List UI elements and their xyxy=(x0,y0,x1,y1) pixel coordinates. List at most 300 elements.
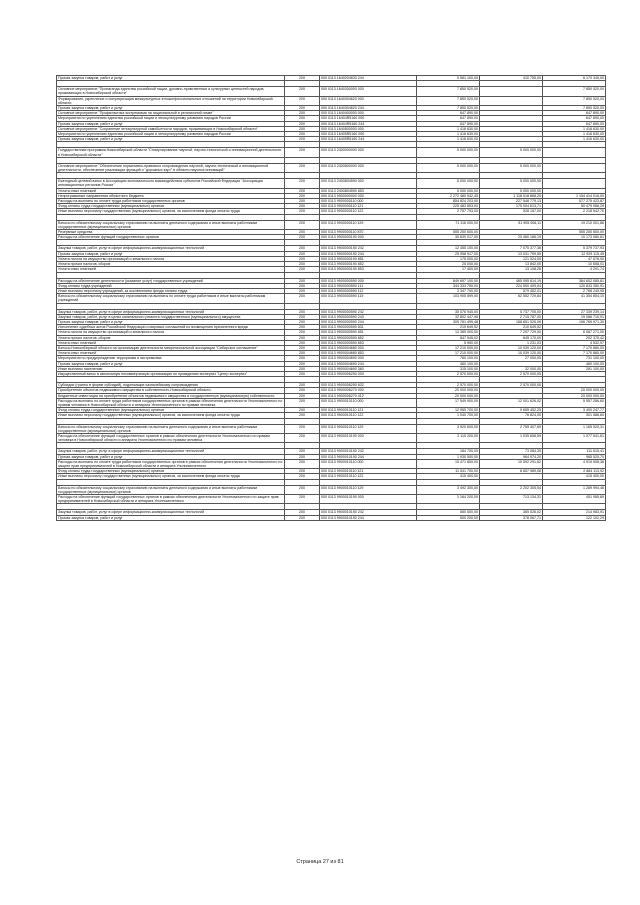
expense-name-cell: Иные выплаты населению xyxy=(57,366,285,371)
department-code-cell: 200 xyxy=(285,193,320,198)
classification-code-cell: 000 0113 9900000590 852 xyxy=(320,335,417,340)
remaining-amount-cell: 6 087 271,00 xyxy=(543,330,606,335)
classification-code-cell: 000 0113 9900000190 851 xyxy=(320,256,417,261)
executed-amount-cell: 1 118 018 868,25 xyxy=(480,193,543,198)
table-row xyxy=(57,87,606,96)
department-code-cell: 200 xyxy=(285,495,320,504)
remaining-amount-cell: 7 850 520,00 xyxy=(543,96,606,105)
remaining-amount-cell: 122 102,29 xyxy=(543,515,606,520)
expense-name-cell: Мероприятия по предупреждению терроризма и экстремизма xyxy=(57,356,285,361)
remaining-amount-cell: 7 170 880,00 xyxy=(543,345,606,350)
approved-amount-cell: 847 545,02 xyxy=(417,335,480,340)
expense-name-cell: Взносы по обязательному социальному страхованию на выплаты денежного содержания и иные выплаты работникам государственных (муниципальных) органов xyxy=(57,485,285,494)
expense-name-cell: Мероприятия по укреплению единства российской нации и этнокультурному развитию народов России xyxy=(57,132,285,137)
classification-code-cell: 000 0113 9900004690 244 xyxy=(320,361,417,366)
remaining-amount-cell: 281 100,00 xyxy=(543,366,606,371)
approved-amount-cell: 460 100,00 xyxy=(417,361,480,366)
approved-amount-cell: 647 890,00 xyxy=(417,116,480,121)
approved-amount-cell: 500 200,00 xyxy=(417,515,480,520)
department-code-cell: 200 xyxy=(285,188,320,193)
remaining-amount-cell: 7 170 880,00 xyxy=(543,351,606,356)
approved-amount-cell: 32 802 447,98 xyxy=(417,314,480,319)
expense-name-cell: Прочая закупка товаров, работ и услуг xyxy=(57,106,285,111)
remaining-amount-cell: 577 275 423,87 xyxy=(543,199,606,204)
executed-amount-cell: 20 460 166,19 xyxy=(480,235,543,240)
classification-code-cell: 000 0113 9900010110 129 xyxy=(320,424,417,433)
remaining-amount-cell: 20 000 000,00 xyxy=(543,388,606,393)
expense-name-cell: Прочая закупка товаров, работ и услуг xyxy=(57,515,285,520)
expense-name-cell: Закупка товаров, работ, услуг в целях капитального ремонта государственного (муниципального) имущества xyxy=(57,314,285,319)
classification-code-cell: 000 0113 9900006290 632 xyxy=(320,383,417,388)
classification-code-cell: 000 0113 9900000000 000 xyxy=(320,193,417,198)
expense-name-cell: Расходы на обеспечение функций государственных органов xyxy=(57,235,285,240)
approved-amount-cell: 5 000 000,00 xyxy=(417,163,480,172)
executed-amount-cell: 73 084,39 xyxy=(480,449,543,454)
executed-amount-cell: 5 000 000,00 xyxy=(480,179,543,188)
classification-code-cell: 000 0113 9900004680 000 xyxy=(320,345,417,350)
executed-amount-cell: 378 067,71 xyxy=(480,515,543,520)
approved-amount-cell: 1 416 630,00 xyxy=(417,126,480,131)
classification-code-cell: 000 0113 9900000190 000 xyxy=(320,235,417,240)
department-code-cell: 200 xyxy=(285,283,320,288)
table-row xyxy=(57,383,606,388)
approved-amount-cell: 71 116 000,00 xyxy=(417,220,480,229)
department-code-cell: 200 xyxy=(285,361,320,366)
classification-code-cell: 000 0113 9900010110 129 xyxy=(320,485,417,494)
department-code-cell: 200 xyxy=(285,137,320,142)
expense-name-cell: Расходы на обеспечение функций государственных органов в рамках обеспечения деятельности Уполномоченного по защите прав предпринимателей в Новосибирской области и аппарата Уполномоченного xyxy=(57,495,285,504)
expense-name-cell: Фонд оплаты труда государственных (муниципальных) органов xyxy=(57,469,285,474)
remaining-amount-cell: 202 375,42 xyxy=(543,335,606,340)
classification-code-cell: 000 0113 16405R5160 244 xyxy=(320,137,417,142)
expense-name-cell: Взносы по обязательному социальному страхованию на выплаты денежного содержания и иные выплаты работникам государственных (муниципальных) органов xyxy=(57,220,285,229)
department-code-cell: 200 xyxy=(285,424,320,433)
classification-code-cell: 000 0113 16404R5160 244 xyxy=(320,121,417,126)
remaining-amount-cell: 27 339 239,14 xyxy=(543,309,606,314)
classification-code-cell: 000 0113 9900000590 851 xyxy=(320,330,417,335)
executed-amount-cell: 227 548 779,13 xyxy=(480,199,543,204)
approved-amount-cell: 1 164 200,00 xyxy=(417,495,480,504)
executed-amount-cell: 168 651 526,06 xyxy=(480,319,543,324)
table-row xyxy=(57,179,606,188)
expense-name-cell: Фонд оплаты труда государственных (муниципальных) органов xyxy=(57,408,285,413)
executed-amount-cell: 224 500 409,04 xyxy=(480,283,543,288)
executed-amount-cell: 2 715 787,00 xyxy=(480,314,543,319)
approved-amount-cell: 305 781 495,48 xyxy=(417,319,480,324)
classification-code-cell: 000 0113 16405R5160 000 xyxy=(320,132,417,137)
department-code-cell: 200 xyxy=(285,267,320,272)
department-code-cell: 200 xyxy=(285,209,320,214)
approved-amount-cell: 11 541 700,00 xyxy=(417,469,480,474)
department-code-cell: 200 xyxy=(285,179,320,188)
budget-sheet xyxy=(56,75,604,521)
classification-code-cell: 000 0113 9900000590 111 xyxy=(320,283,417,288)
executed-amount-cell: 27 000,00 xyxy=(480,356,543,361)
department-code-cell: 200 xyxy=(285,246,320,251)
remaining-amount-cell: 647 890,00 xyxy=(543,111,606,116)
classification-code-cell: 000 0113 9900006270 412 xyxy=(320,393,417,398)
table-row xyxy=(57,485,606,494)
expense-name-cell: Резервные средства xyxy=(57,230,285,235)
approved-amount-cell: 5 950,00 xyxy=(417,340,480,345)
remaining-amount-cell: 120 833 350,91 xyxy=(543,283,606,288)
classification-code-cell: 000 0113 9900000190 244 xyxy=(320,251,417,256)
department-code-cell: 200 xyxy=(285,235,320,240)
classification-code-cell: 000 0113 9900010110 122 xyxy=(320,474,417,479)
department-code-cell: 200 xyxy=(285,515,320,520)
remaining-amount-cell: 1 165 520,31 xyxy=(543,424,606,433)
remaining-amount-cell: 1 289 994,46 xyxy=(543,485,606,494)
approved-amount-cell: 12 955 700,00 xyxy=(417,408,480,413)
department-code-cell: 200 xyxy=(285,474,320,479)
remaining-amount-cell: 384 602 085,81 xyxy=(543,278,606,283)
approved-amount-cell: 647 890,00 xyxy=(417,121,480,126)
department-code-cell: 200 xyxy=(285,459,320,468)
classification-code-cell: 000 0113 16404R5160 000 xyxy=(320,116,417,121)
executed-amount-cell: 2 570 000,00 xyxy=(480,383,543,388)
remaining-amount-cell xyxy=(543,179,606,188)
table-row xyxy=(57,294,606,303)
approved-amount-cell: 760 100,00 xyxy=(417,356,480,361)
expense-name-cell: Уплата иных платежей xyxy=(57,351,285,356)
executed-amount-cell: 579 452,01 xyxy=(480,288,543,293)
expense-name-cell: Взносы Новосибирской области на организацию деятельности межрегиональной ассоциации "Сибирское соглашение" xyxy=(57,345,285,350)
remaining-amount-cell: 1 154 414 016,00 xyxy=(543,193,606,198)
table-row xyxy=(57,235,606,240)
approved-amount-cell: 315 100,00 xyxy=(417,366,480,371)
approved-amount-cell: 12 455 100,00 xyxy=(417,246,480,251)
classification-code-cell: 000 0113 2400000000 000 xyxy=(320,148,417,157)
executed-amount-cell: 7 075 377,36 xyxy=(480,246,543,251)
approved-amount-cell: 5 000 000,00 xyxy=(417,188,480,193)
remaining-amount-cell: 4 919 508,38 xyxy=(543,459,606,468)
table-row xyxy=(57,278,606,283)
expense-name-cell: Уплата иных платежей xyxy=(57,340,285,345)
department-code-cell: 200 xyxy=(285,106,320,111)
expense-name-cell: Основное мероприятие "Сохранение этнокультурной самобытности народов, проживающих в Новосибирской области" xyxy=(57,126,285,131)
department-code-cell: 200 xyxy=(285,126,320,131)
expense-name-cell: Основное мероприятие "Пропаганда единства российской нации, духовно-нравственных и культурных ценностей народов, проживающих в Новосибирской области" xyxy=(57,87,285,96)
classification-code-cell: 000 0113 9900010110 000 xyxy=(320,459,417,468)
department-code-cell: 200 xyxy=(285,251,320,256)
remaining-amount-cell: 1 416 630,00 xyxy=(543,132,606,137)
classification-code-cell: 000 0113 2400804590 000 xyxy=(320,179,417,188)
approved-amount-cell: 2 570 000,00 xyxy=(417,383,480,388)
approved-amount-cell: 17 210 000,00 xyxy=(417,351,480,356)
executed-amount-cell: 5 000 000,00 xyxy=(480,148,543,157)
classification-code-cell: 000 0113 9900000190 852 xyxy=(320,262,417,267)
approved-amount-cell: 5 000 000,00 xyxy=(417,148,480,157)
expense-name-cell: Иные выплаты персоналу государственных (муниципальных) органов, за исключением фонда оплаты труда xyxy=(57,474,285,479)
executed-amount-cell: 175 004 613,71 xyxy=(480,204,543,209)
remaining-amount-cell: 156 769 971,30 xyxy=(543,319,606,324)
department-code-cell: 200 xyxy=(285,148,320,157)
expense-name-cell: Расходы на выплаты по оплате труда работников государственных органов в рамках обеспечения деятельности Уполномоченного по правам человека в Новосибирской области и аппарата Уполномоченного по правам человека xyxy=(57,398,285,407)
department-code-cell: 200 xyxy=(285,309,320,314)
department-code-cell: 200 xyxy=(285,383,320,388)
expense-name-cell: Прочая закупка товаров, работ и услуг xyxy=(57,319,285,324)
department-code-cell: 200 xyxy=(285,398,320,407)
department-code-cell: 200 xyxy=(285,469,320,474)
department-code-cell: 200 xyxy=(285,366,320,371)
approved-amount-cell: 2 272 480 542,45 xyxy=(417,193,480,198)
expense-name-cell: Уплата иных платежей xyxy=(57,188,285,193)
department-code-cell: 200 xyxy=(285,408,320,413)
department-code-cell: 200 xyxy=(285,96,320,105)
department-code-cell: 200 xyxy=(285,87,320,96)
remaining-amount-cell: 647 890,00 xyxy=(543,121,606,126)
department-code-cell: 200 xyxy=(285,330,320,335)
executed-amount-cell: 2 755 407,69 xyxy=(480,424,543,433)
department-code-cell: 200 xyxy=(285,371,320,376)
expense-name-cell: Уплата прочих налогов, сборов xyxy=(57,262,285,267)
classification-code-cell: 000 0113 1640304620 244 xyxy=(320,106,417,111)
remaining-amount-cell: 5 557 286,60 xyxy=(543,398,606,407)
remaining-amount-cell: 10 658,01 xyxy=(543,262,606,267)
classification-code-cell: 000 0113 2400800000 000 xyxy=(320,163,417,172)
table-row xyxy=(57,495,606,504)
expense-name-cell: Уплата налога на имущество организаций и земельного налога xyxy=(57,256,285,261)
department-code-cell: 200 xyxy=(285,199,320,204)
page-footer: Страница 27 из 81 xyxy=(296,859,344,865)
table-row xyxy=(57,345,606,350)
classification-code-cell: 000 0113 9900000110 000 xyxy=(320,199,417,204)
remaining-amount-cell: 19 210 001,86 xyxy=(543,220,606,229)
expense-name-cell: Иные выплаты персоналу государственных (муниципальных) органов, за исключением фонда оплаты труда xyxy=(57,413,285,418)
expense-name-cell: Бюджетные инвестиции на приобретение объектов недвижимого имущества в государственную (муниципальную) собственность xyxy=(57,393,285,398)
remaining-amount-cell: 20 000 000,00 xyxy=(543,393,606,398)
table-row xyxy=(57,163,606,172)
department-code-cell: 200 xyxy=(285,288,320,293)
classification-code-cell: 000 0113 9900004680 853 xyxy=(320,351,417,356)
remaining-amount-cell: 555 250 600,00 xyxy=(543,230,606,235)
executed-amount-cell: 10 039 120,00 xyxy=(480,345,543,350)
department-code-cell: 200 xyxy=(285,345,320,350)
table-row xyxy=(57,398,606,407)
executed-amount-cell: 528 157,00 xyxy=(480,209,543,214)
expense-name-cell: Приобретение объектов недвижимого имущества в собственность Новосибирской области xyxy=(57,388,285,393)
expense-name-cell: Взносы по обязательному социальному страхованию на выплаты по оплате труда работников и иные выплаты работникам учреждений xyxy=(57,294,285,303)
executed-amount-cell: 10 039 120,00 xyxy=(480,351,543,356)
table-row xyxy=(57,459,606,468)
expense-name-cell: Уплата налога на имущество организаций и земельного налога xyxy=(57,330,285,335)
expense-name-cell: Государственная программа Новосибирской области "Стимулирование научной, научно-технической и инновационной деятельности в Новосибирской области" xyxy=(57,148,285,157)
approved-amount-cell: 2 115 200,00 xyxy=(417,433,480,442)
remaining-amount-cell xyxy=(543,148,606,157)
department-code-cell: 200 xyxy=(285,335,320,340)
expense-name-cell: Прочая закупка товаров, работ и услуг xyxy=(57,454,285,459)
approved-amount-cell: 2 757 793,00 xyxy=(417,209,480,214)
approved-amount-cell: 344 333 750,00 xyxy=(417,283,480,288)
expense-name-cell: Ежегодный целевой взнос в Ассоциацию экономического взаимодействия субъектов Российской Федерации "Ассоциация инновационных регионов России" xyxy=(57,179,285,188)
expense-name-cell: Непрограммные направления областного бюджета xyxy=(57,193,285,198)
remaining-amount-cell: 6 170 345,00 xyxy=(543,76,606,81)
table-row xyxy=(57,314,606,319)
table-row xyxy=(57,309,606,314)
department-code-cell: 200 xyxy=(285,121,320,126)
classification-code-cell: 000 0113 9900006290 000 xyxy=(320,371,417,376)
table-row xyxy=(57,433,606,442)
department-code-cell: 200 xyxy=(285,356,320,361)
department-code-cell: 200 xyxy=(285,454,320,459)
expense-name-cell: Расходы на выплаты по оплате труда работников государственных органов в рамках обеспечения деятельности Уполномоченного по защите прав предпринимателей в Новосибирской области и аппарата Уполномоченного xyxy=(57,459,285,468)
remaining-amount-cell xyxy=(543,163,606,172)
remaining-amount-cell: 10 173 080,81 xyxy=(543,235,606,240)
expense-name-cell: Иные выплаты персоналу государственных (муниципальных) органов, за исключением фонда оплаты труда xyxy=(57,209,285,214)
expense-name-cell: Прочая закупка товаров, работ и услуг xyxy=(57,76,285,81)
classification-code-cell: 000 0113 1640400000 000 xyxy=(320,111,417,116)
remaining-amount-cell: 460 100,00 xyxy=(543,361,606,366)
expense-name-cell: Имущественный взнос в автономную некоммерческую организацию по проведению экспертиз "Центр экспертиз" xyxy=(57,371,285,376)
expense-name-cell: Взносы по обязательному социальному страхованию на выплаты денежного содержания и иные выплаты работникам государственных (муниципальных) органов xyxy=(57,424,285,433)
executed-amount-cell: 365 026,02 xyxy=(480,510,543,515)
executed-amount-cell: 5 737 705,00 xyxy=(480,309,543,314)
department-code-cell: 200 xyxy=(285,132,320,137)
classification-code-cell: 000 0113 2400804590 853 xyxy=(320,188,417,193)
remaining-amount-cell: 111 615,41 xyxy=(543,449,606,454)
department-code-cell: 200 xyxy=(285,351,320,356)
remaining-amount-cell: 5 379 737,93 xyxy=(543,246,606,251)
approved-amount-cell: 103 905 599,00 xyxy=(417,294,480,303)
expense-name-cell: Мероприятия по укреплению единства российской нации и этнокультурному развитию народов России xyxy=(57,116,285,121)
approved-amount-cell: 1 416 630,00 xyxy=(417,132,480,137)
remaining-amount-cell: 301 586,60 xyxy=(543,413,606,418)
approved-amount-cell: 225 483 803,00 xyxy=(417,204,480,209)
executed-amount-cell: 410 755,00 xyxy=(480,76,543,81)
department-code-cell: 200 xyxy=(285,393,320,398)
executed-amount-cell: 1 035 658,59 xyxy=(480,433,543,442)
executed-amount-cell: 10 592 291,62 xyxy=(480,459,543,468)
approved-amount-cell: 17 210 000,00 xyxy=(417,345,480,350)
expense-name-cell: Уплата иных платежей xyxy=(57,267,285,272)
expense-name-cell: Расходы на обеспечение деятельности (оказание услуг) государственных учреждений xyxy=(57,278,285,283)
budget-table-body xyxy=(57,76,606,521)
classification-code-cell: 000 0113 9900010190 242 xyxy=(320,449,417,454)
expense-name-cell: Уплата прочих налогов, сборов xyxy=(57,335,285,340)
department-code-cell: 200 xyxy=(285,319,320,324)
approved-amount-cell: 415 400,00 xyxy=(417,474,480,479)
department-code-cell: 200 xyxy=(285,220,320,229)
table-row xyxy=(57,256,606,261)
classification-code-cell: 000 0113 1640500000 000 xyxy=(320,126,417,131)
classification-code-cell: 000 0113 9900010110 122 xyxy=(320,413,417,418)
expense-name-cell: Расходы на обеспечение функций государственных органов в рамках обеспечения деятельности Уполномоченного по правам человека в Новосибирской области и аппарата Уполномоченного по правам человека xyxy=(57,433,285,442)
executed-amount-cell: 62 552 729,84 xyxy=(480,294,543,303)
remaining-amount-cell: 965 525,70 xyxy=(543,454,606,459)
expense-name-cell: Фонд оплаты труда государственных (муниципальных) органов xyxy=(57,204,285,209)
executed-amount-cell: 645 170,00 xyxy=(480,335,543,340)
approved-amount-cell: 210 649,52 xyxy=(417,325,480,330)
remaining-amount-cell: 1 416 630,00 xyxy=(543,137,606,142)
classification-code-cell: 000 0113 9900010190 244 xyxy=(320,515,417,520)
approved-amount-cell: 5 000 000,00 xyxy=(417,179,480,188)
approved-amount-cell: 647 890,00 xyxy=(417,111,480,116)
table-row xyxy=(57,193,606,198)
expense-name-cell: Основное мероприятие "Обеспечение нормативно-правового сопровождения научной, научно-технической и инновационной деятельности, обеспечение реализации функций и "дорожных карт" в области научных инноваций" xyxy=(57,163,285,172)
executed-amount-cell: 5 000 000,00 xyxy=(480,163,543,172)
remaining-amount-cell: 12 929 115,45 xyxy=(543,251,606,256)
table-row xyxy=(57,371,606,376)
expense-name-cell: Формирование, укрепление и популяризация межкультурных этноконфессиональных отношений на территории Новосибирской области xyxy=(57,96,285,105)
approved-amount-cell: 25 000,00 xyxy=(417,262,480,267)
table-row xyxy=(57,209,606,214)
table-row xyxy=(57,408,606,413)
department-code-cell: 200 xyxy=(285,111,320,116)
department-code-cell: 200 xyxy=(285,340,320,345)
classification-code-cell: 000 0113 9900010190 244 xyxy=(320,454,417,459)
approved-amount-cell: 1 040 700,00 xyxy=(417,413,480,418)
expense-name-cell: Фонд оплаты труда учреждений xyxy=(57,283,285,288)
approved-amount-cell: 20 000 000,00 xyxy=(417,388,480,393)
classification-code-cell: 000 0113 9900010110 121 xyxy=(320,469,417,474)
table-row xyxy=(57,96,606,105)
department-code-cell: 200 xyxy=(285,433,320,442)
expense-name-cell: Закупка товаров, работ, услуг в сфере информационно-коммуникационных технологий xyxy=(57,246,285,251)
department-code-cell: 200 xyxy=(285,325,320,330)
remaining-amount-cell: 4 291,74 xyxy=(543,267,606,272)
expense-name-cell: Прочая закупка товаров, работ и услуг xyxy=(57,251,285,256)
remaining-amount-cell: 50 479 086,29 xyxy=(543,204,606,209)
department-code-cell: 200 xyxy=(285,314,320,319)
expense-name-cell: Расходы на выплаты по оплате труда работников государственных органов xyxy=(57,199,285,204)
department-code-cell: 200 xyxy=(285,76,320,81)
classification-code-cell: 000 0113 9900010190 000 xyxy=(320,433,417,442)
executed-amount-cell: 2 570 000,00 xyxy=(480,371,543,376)
table-row xyxy=(57,204,606,209)
approved-amount-cell: 0 581 100,00 xyxy=(417,76,480,81)
executed-amount-cell: 13 031 799,55 xyxy=(480,251,543,256)
table-row xyxy=(57,469,606,474)
approved-amount-cell: 1 930 500,00 xyxy=(417,454,480,459)
executed-amount-cell: 8 657 989,08 xyxy=(480,469,543,474)
approved-amount-cell: 184 700,00 xyxy=(417,449,480,454)
department-code-cell: 200 xyxy=(285,388,320,393)
approved-amount-cell: 7 850 520,00 xyxy=(417,96,480,105)
classification-code-cell: 000 0113 9900000590 242 xyxy=(320,309,417,314)
approved-amount-cell: 2 570 000,00 xyxy=(417,371,480,376)
department-code-cell: 200 xyxy=(285,294,320,303)
table-row xyxy=(57,325,606,330)
executed-amount-cell: 7 297 729,00 xyxy=(480,330,543,335)
approved-amount-cell: 15 471 800,00 xyxy=(417,459,480,468)
executed-amount-cell: 12 001 626,02 xyxy=(480,398,543,407)
approved-amount-cell: 7 850 520,00 xyxy=(417,87,480,96)
remaining-amount-cell: 1 077 541,61 xyxy=(543,433,606,442)
classification-code-cell: 000 0113 9900000110 121 xyxy=(320,204,417,209)
approved-amount-cell: 849 697 100,00 xyxy=(417,278,480,283)
department-code-cell: 200 xyxy=(285,204,320,209)
executed-amount-cell: 465 095 614,19 xyxy=(480,278,543,283)
classification-code-cell: 000 0113 9900000590 112 xyxy=(320,288,417,293)
remaining-amount-cell: 7 850 520,00 xyxy=(543,87,606,96)
classification-code-cell: 000 0113 1640204630 244 xyxy=(320,76,417,81)
remaining-amount-cell: 41 354 854,10 xyxy=(543,294,606,303)
table-row xyxy=(57,424,606,433)
expense-name-cell: Закупка товаров, работ, услуг в сфере информационно-коммуникационных технологий xyxy=(57,510,285,515)
approved-amount-cell: 13 385 000,00 xyxy=(417,330,480,335)
remaining-amount-cell: 647 890,00 xyxy=(543,116,606,121)
classification-code-cell: 000 0113 9900000110 870 xyxy=(320,230,417,235)
department-code-cell: 200 xyxy=(285,256,320,261)
approved-amount-cell: 20 000 000,00 xyxy=(417,393,480,398)
expense-name-cell: Прочая закупка товаров, работ и услуг xyxy=(57,137,285,142)
table-row xyxy=(57,246,606,251)
remaining-amount-cell: 7 850 520,00 xyxy=(543,106,606,111)
executed-amount-cell: 9 655 452,25 xyxy=(480,408,543,413)
expense-name-cell: Закупка товаров, работ, услуг в сфере информационно-коммуникационных технологий xyxy=(57,309,285,314)
executed-amount-cell xyxy=(480,87,543,96)
approved-amount-cell: 35 076 945,00 xyxy=(417,309,480,314)
